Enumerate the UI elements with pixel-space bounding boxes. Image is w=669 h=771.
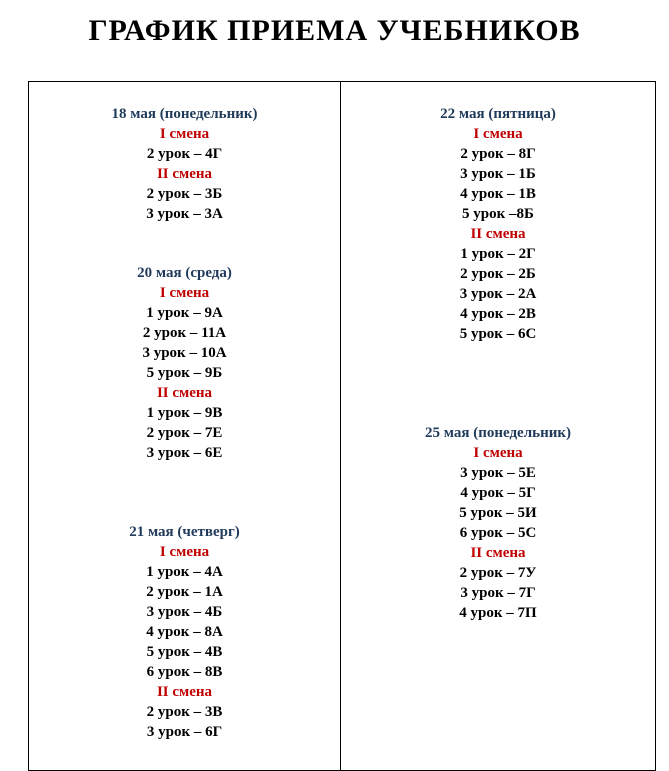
lesson-item: 3 урок – 10А (142, 345, 227, 361)
day-block-may-21 (29, 522, 340, 742)
lesson-item: 3 урок – 2А (459, 286, 537, 302)
shift-label: I смена (473, 126, 523, 142)
shift-label: II смена (156, 684, 213, 700)
lesson-item: 3 урок – 6Г (146, 724, 223, 740)
lesson-item: 6 урок – 8В (146, 664, 223, 680)
shift-label: II смена (470, 545, 526, 561)
shift-label: I смена (159, 126, 210, 142)
day-block-may-20 (29, 263, 340, 463)
day-date: 20 мая (среда) (137, 265, 232, 281)
lesson-item: 4 урок – 2В (460, 306, 536, 322)
shift-label: I смена (159, 285, 210, 301)
lesson-item: 2 урок – 3Б (146, 186, 223, 202)
lesson-item: 6 урок – 5С (459, 525, 537, 541)
lesson-item: 5 урок – 6С (459, 326, 537, 342)
lesson-item: 4 урок – 7П (459, 605, 537, 621)
day-block-may-25 (341, 423, 655, 623)
shift-label: I смена (159, 544, 210, 560)
lesson-item: 5 урок – 9Б (146, 365, 223, 381)
lesson-item: 1 урок – 9В (146, 405, 223, 421)
shift-label: II смена (156, 166, 213, 182)
lesson-item: 5 урок – 4В (146, 644, 223, 660)
shift-label: I смена (473, 445, 523, 461)
day-block-may-22 (341, 104, 655, 344)
day-date: 21 мая (четверг) (129, 524, 240, 540)
lesson-item: 2 урок – 3В (146, 704, 223, 720)
day-date: 18 мая (понедельник) (111, 106, 258, 122)
lesson-item: 3 урок – 7Г (460, 585, 536, 601)
lesson-item: 1 урок – 4А (146, 564, 223, 580)
lesson-item: 3 урок – 1Б (460, 166, 536, 182)
day-date: 22 мая (пятница) (440, 106, 556, 122)
shift-label: II смена (156, 385, 213, 401)
page-title: ГРАФИК ПРИЕМА УЧЕБНИКОВ (88, 14, 581, 47)
lesson-item: 3 урок – 4Б (146, 604, 223, 620)
lesson-item: 2 урок – 8Г (460, 146, 536, 162)
lesson-item: 4 урок – 1В (460, 186, 536, 202)
schedule-table (28, 81, 656, 771)
lesson-item: 2 урок – 1А (146, 584, 223, 600)
lesson-item: 2 урок – 4Г (146, 146, 223, 162)
lesson-item: 4 урок – 8А (146, 624, 223, 640)
lesson-item: 2 урок – 11А (142, 325, 227, 341)
lesson-item: 4 урок – 5Г (460, 485, 536, 501)
lesson-item: 3 урок – 6Е (146, 445, 223, 461)
lesson-item: 1 урок – 2Г (460, 246, 536, 262)
lesson-item: 2 урок – 7У (459, 565, 537, 581)
lesson-item: 2 урок – 7Е (146, 425, 223, 441)
lesson-item: 5 урок – 5И (459, 505, 537, 521)
schedule-column-right (341, 82, 655, 770)
day-date: 25 мая (понедельник) (425, 425, 571, 441)
day-block-may-18 (29, 104, 340, 224)
shift-label: II смена (470, 226, 526, 242)
lesson-item: 5 урок –8Б (462, 206, 534, 222)
lesson-item: 2 урок – 2Б (460, 266, 536, 282)
schedule-column-left (29, 82, 341, 770)
lesson-item: 3 урок – 3А (146, 206, 223, 222)
lesson-item: 1 урок – 9А (146, 305, 223, 321)
lesson-item: 3 урок – 5Е (460, 465, 536, 481)
